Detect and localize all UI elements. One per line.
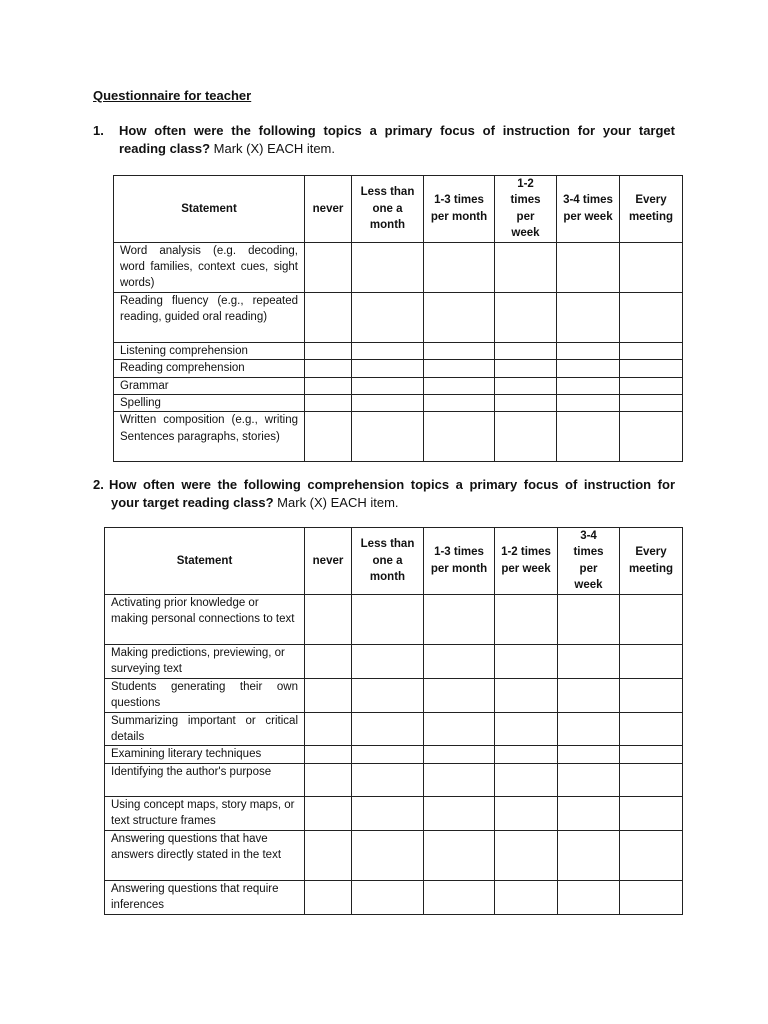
answer-cell[interactable]: [495, 342, 557, 359]
answer-cell[interactable]: [424, 412, 495, 462]
answer-cell[interactable]: [557, 242, 620, 292]
answer-cell[interactable]: [305, 242, 352, 292]
header-less-than-month: Less than one a month: [352, 528, 424, 595]
answer-cell[interactable]: [424, 360, 495, 377]
answer-cell[interactable]: [424, 395, 495, 412]
answer-cell[interactable]: [620, 678, 683, 712]
table-row: [105, 763, 683, 796]
answer-cell[interactable]: [620, 763, 683, 796]
table-row: [105, 830, 683, 880]
answer-cell[interactable]: [424, 763, 495, 796]
answer-cell[interactable]: [352, 644, 424, 678]
header-times-per-week-3-4: 3-4 times per week: [558, 528, 620, 595]
table-row: [114, 412, 683, 462]
answer-cell[interactable]: [424, 644, 495, 678]
answer-cell[interactable]: [620, 712, 683, 746]
answer-cell[interactable]: [352, 412, 424, 462]
question-2-number: 2.: [93, 477, 104, 492]
answer-cell[interactable]: [305, 678, 352, 712]
answer-cell[interactable]: [424, 830, 495, 880]
answer-cell[interactable]: [495, 395, 557, 412]
answer-cell[interactable]: [424, 342, 495, 359]
answer-cell[interactable]: [620, 242, 683, 292]
answer-cell[interactable]: [305, 712, 352, 746]
statement-cell: Spelling: [114, 395, 305, 412]
answer-cell[interactable]: [424, 712, 495, 746]
question-1-line-1: [93, 122, 675, 140]
answer-cell[interactable]: [557, 412, 620, 462]
answer-cell[interactable]: [424, 292, 495, 342]
statement-cell: Activating prior knowledge or making personal connections to text: [105, 594, 305, 644]
header-never: never: [305, 176, 352, 243]
question-1-line-2: [93, 140, 675, 158]
statement-cell: Using concept maps, story maps, or text structure frames: [105, 796, 305, 830]
statement-cell: Making predictions, previewing, or surveying text: [105, 644, 305, 678]
question-2: [93, 476, 675, 512]
question-2-line-1: [93, 476, 675, 494]
statement-cell: Summarizing important or critical details: [105, 712, 305, 746]
answer-cell[interactable]: [620, 412, 683, 462]
table-header-row: [105, 528, 683, 595]
answer-cell[interactable]: [620, 594, 683, 644]
answer-cell[interactable]: [620, 292, 683, 342]
answer-cell[interactable]: [558, 678, 620, 712]
answer-cell[interactable]: [495, 712, 558, 746]
answer-cell[interactable]: [352, 880, 424, 914]
answer-cell[interactable]: [495, 678, 558, 712]
answer-cell[interactable]: [305, 292, 352, 342]
answer-cell[interactable]: [424, 746, 495, 763]
frequency-table-2: [104, 527, 683, 915]
question-1: [93, 122, 675, 158]
statement-cell: Listening comprehension: [114, 342, 305, 359]
table-row: [105, 594, 683, 644]
answer-cell[interactable]: [352, 242, 424, 292]
table-row: [114, 395, 683, 412]
statement-cell: Reading fluency (e.g., repeated reading, guided oral reading): [114, 292, 305, 342]
document-title: Questionnaire for teacher: [93, 88, 252, 103]
question-2-line-2: [93, 494, 675, 512]
table-header-row: [114, 176, 683, 243]
question-1-text: How often were the following topics a primary focus of instruction for your target: [119, 123, 675, 138]
answer-cell[interactable]: [558, 763, 620, 796]
question-2-instruction: Mark (X) EACH item.: [273, 495, 399, 510]
statement-cell: Answering questions that require inferences: [105, 880, 305, 914]
header-times-per-week-1-2: 1-2 times per week: [495, 528, 558, 595]
answer-cell[interactable]: [558, 712, 620, 746]
table-row: [105, 796, 683, 830]
answer-cell[interactable]: [620, 644, 683, 678]
answer-cell[interactable]: [558, 594, 620, 644]
answer-cell[interactable]: [495, 360, 557, 377]
answer-cell[interactable]: [557, 292, 620, 342]
table-row: [105, 712, 683, 746]
answer-cell[interactable]: [305, 377, 352, 394]
answer-cell[interactable]: [305, 644, 352, 678]
answer-cell[interactable]: [620, 342, 683, 359]
answer-cell[interactable]: [305, 746, 352, 763]
header-times-per-week-3-4: 3-4 times per week: [557, 176, 620, 243]
answer-cell[interactable]: [352, 796, 424, 830]
statement-cell: Word analysis (e.g. decoding, word families, context cues, sight words): [114, 242, 305, 292]
header-times-per-month: 1-3 times per month: [424, 176, 495, 243]
header-less-than-month: Less than one a month: [352, 176, 424, 243]
answer-cell[interactable]: [424, 796, 495, 830]
answer-cell[interactable]: [305, 412, 352, 462]
header-statement: Statement: [114, 176, 305, 243]
answer-cell[interactable]: [305, 880, 352, 914]
answer-cell[interactable]: [620, 746, 683, 763]
answer-cell[interactable]: [557, 377, 620, 394]
header-never: never: [305, 528, 352, 595]
answer-cell[interactable]: [495, 644, 558, 678]
answer-cell[interactable]: [305, 830, 352, 880]
header-times-per-week-1-2: 1-2 times per week: [495, 176, 557, 243]
answer-cell[interactable]: [305, 395, 352, 412]
header-times-per-month: 1-3 times per month: [424, 528, 495, 595]
answer-cell[interactable]: [557, 360, 620, 377]
answer-cell[interactable]: [352, 377, 424, 394]
answer-cell[interactable]: [558, 746, 620, 763]
statement-cell: Grammar: [114, 377, 305, 394]
answer-cell[interactable]: [620, 830, 683, 880]
answer-cell[interactable]: [495, 746, 558, 763]
table-row: [105, 678, 683, 712]
answer-cell[interactable]: [495, 242, 557, 292]
frequency-table-1: [113, 175, 683, 462]
answer-cell[interactable]: [352, 594, 424, 644]
answer-cell[interactable]: [352, 746, 424, 763]
header-statement: Statement: [105, 528, 305, 595]
question-2-text: How often were the following comprehension topics a primary focus of instruction for: [109, 477, 675, 492]
table-row: [105, 644, 683, 678]
answer-cell[interactable]: [495, 763, 558, 796]
answer-cell[interactable]: [305, 342, 352, 359]
answer-cell[interactable]: [620, 796, 683, 830]
answer-cell[interactable]: [305, 763, 352, 796]
answer-cell[interactable]: [495, 292, 557, 342]
table-row: [105, 880, 683, 914]
answer-cell[interactable]: [424, 377, 495, 394]
answer-cell[interactable]: [352, 292, 424, 342]
answer-cell[interactable]: [558, 644, 620, 678]
question-1-instruction: Mark (X) EACH item.: [210, 141, 336, 156]
answer-cell[interactable]: [352, 712, 424, 746]
answer-cell[interactable]: [558, 830, 620, 880]
header-every-meeting: Every meeting: [620, 528, 683, 595]
table-row: [114, 377, 683, 394]
answer-cell[interactable]: [558, 880, 620, 914]
statement-cell: Examining literary techniques: [105, 746, 305, 763]
statement-cell: Students generating their own questions: [105, 678, 305, 712]
answer-cell[interactable]: [424, 678, 495, 712]
statement-cell: Identifying the author's purpose: [105, 763, 305, 796]
question-1-text-bold: reading class?: [119, 141, 211, 156]
answer-cell[interactable]: [352, 342, 424, 359]
answer-cell[interactable]: [620, 395, 683, 412]
answer-cell[interactable]: [495, 594, 558, 644]
answer-cell[interactable]: [557, 342, 620, 359]
statement-cell: Reading comprehension: [114, 360, 305, 377]
answer-cell[interactable]: [558, 796, 620, 830]
statement-cell: Written composition (e.g., writing Sentences paragraphs, stories): [114, 412, 305, 462]
answer-cell[interactable]: [620, 880, 683, 914]
answer-cell[interactable]: [495, 412, 557, 462]
statement-cell: Answering questions that have answers directly stated in the text: [105, 830, 305, 880]
table-row: [114, 360, 683, 377]
header-every-meeting: Every meeting: [620, 176, 683, 243]
table-row: [114, 292, 683, 342]
answer-cell[interactable]: [495, 880, 558, 914]
answer-cell[interactable]: [424, 594, 495, 644]
answer-cell[interactable]: [305, 594, 352, 644]
answer-cell[interactable]: [352, 678, 424, 712]
table-row: [105, 746, 683, 763]
answer-cell[interactable]: [352, 360, 424, 377]
question-1-number: 1.: [93, 123, 104, 138]
answer-cell[interactable]: [352, 763, 424, 796]
answer-cell[interactable]: [620, 377, 683, 394]
answer-cell[interactable]: [424, 242, 495, 292]
answer-cell[interactable]: [495, 830, 558, 880]
table-row: [114, 242, 683, 292]
answer-cell[interactable]: [495, 796, 558, 830]
answer-cell[interactable]: [495, 377, 557, 394]
answer-cell[interactable]: [620, 360, 683, 377]
answer-cell[interactable]: [352, 395, 424, 412]
answer-cell[interactable]: [424, 880, 495, 914]
table-row: [114, 342, 683, 359]
answer-cell[interactable]: [305, 360, 352, 377]
answer-cell[interactable]: [352, 830, 424, 880]
answer-cell[interactable]: [557, 395, 620, 412]
answer-cell[interactable]: [305, 796, 352, 830]
question-2-text-bold: your target reading class?: [111, 495, 274, 510]
